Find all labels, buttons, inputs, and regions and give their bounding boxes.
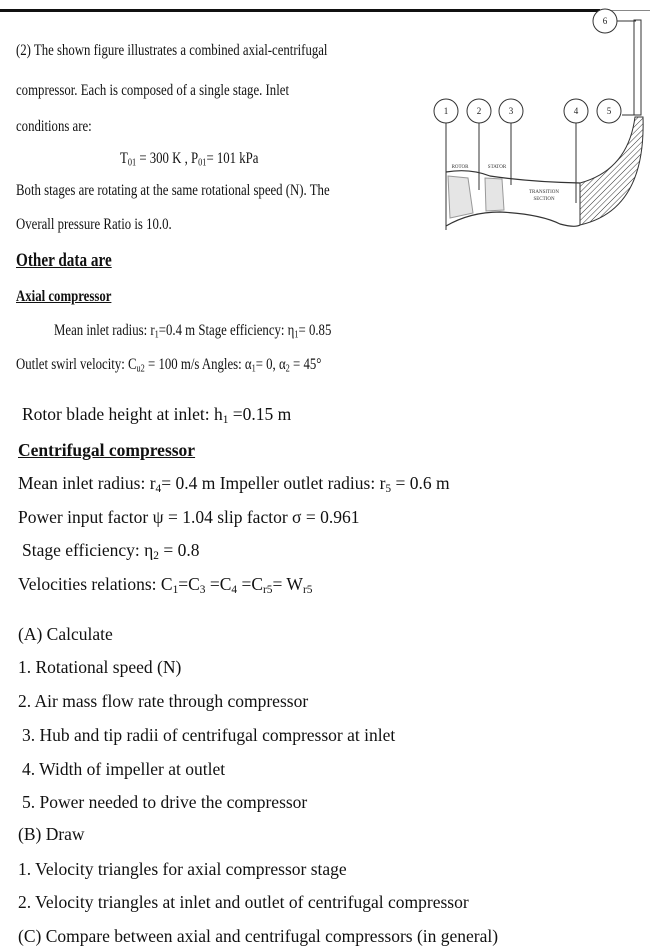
text-segment: Centrifugal compressor <box>18 440 196 460</box>
text-segment: Stage efficiency: η <box>22 540 154 560</box>
subscript: 1 <box>222 413 229 426</box>
text-line <box>18 507 359 528</box>
text-segment: = W <box>272 574 303 594</box>
text-segment: Other data are <box>16 250 112 271</box>
subscript: 01 <box>127 157 137 169</box>
text-line <box>22 725 395 746</box>
text-line <box>18 473 450 495</box>
text-segment: 2. Velocity triangles at inlet and outlet of centrifugal compressor <box>18 892 469 912</box>
station-label-5: 5 <box>606 106 612 116</box>
text-segment: Outlet swirl velocity: C <box>16 356 137 373</box>
text-segment: = 0.6 m <box>391 473 450 493</box>
text-line <box>18 892 469 913</box>
text-line <box>16 182 330 200</box>
subscript: r5 <box>263 583 273 596</box>
rotor-blade <box>448 176 473 218</box>
station-label-2: 2 <box>476 106 482 116</box>
text-segment: = 100 m/s Angles: α <box>144 356 252 373</box>
text-segment: Mean inlet radius: r <box>18 473 156 493</box>
text-segment: = 101 kPa <box>206 150 259 167</box>
text-line <box>54 322 331 341</box>
subscript: 1 <box>294 329 299 341</box>
transition-label-2: SECTION <box>533 197 555 202</box>
text-segment: Velocities relations: C <box>18 574 173 594</box>
text-segment: (2) The shown figure illustrates a combined axial-centrifugal <box>16 42 328 59</box>
station-markers <box>434 9 621 123</box>
text-segment: 2. Air mass flow rate through compressor <box>18 691 309 711</box>
text-line <box>22 404 291 426</box>
text-line <box>22 792 307 813</box>
station-label-6: 6 <box>602 16 608 26</box>
text-segment: Rotor blade height at inlet: h <box>22 404 223 424</box>
impeller-hatch <box>580 117 643 225</box>
text-segment: compressor. Each is composed of a single stage. Inlet <box>16 82 289 99</box>
text-segment: 4. Width of impeller at outlet <box>22 759 226 779</box>
text-line <box>18 440 195 461</box>
text-line <box>18 574 312 596</box>
subscript: 5 <box>385 482 392 495</box>
stator-blade <box>485 178 504 211</box>
text-segment: conditions are: <box>16 118 92 135</box>
text-segment: Mean inlet radius: r <box>54 322 155 339</box>
diffuser-passage <box>634 20 641 115</box>
text-segment: 5. Power needed to drive the compressor <box>22 792 308 812</box>
text-line <box>16 288 111 306</box>
subscript: 1 <box>154 329 159 341</box>
text-segment: 1. Rotational speed (N) <box>18 657 182 677</box>
text-line <box>18 926 498 947</box>
text-segment: = 0.4 m Impeller outlet radius: r <box>161 473 386 493</box>
text-line <box>16 118 92 136</box>
text-segment: = 0.85 <box>298 322 332 339</box>
text-segment: T <box>120 150 128 167</box>
subscript: r5 <box>302 583 313 596</box>
text-segment: =C <box>205 574 232 594</box>
subscript: u2 <box>136 363 145 375</box>
text-segment: Overall pressure Ratio is 10.0. <box>16 216 172 233</box>
text-segment: Both stages are rotating at the same rotational speed (N). The <box>16 182 330 199</box>
subscript: 3 <box>199 583 206 596</box>
text-line <box>120 150 258 169</box>
stator-label: STATOR <box>487 165 507 170</box>
subscript: 01 <box>198 157 207 169</box>
text-segment: (A) Calculate <box>18 624 113 644</box>
text-line <box>18 859 347 880</box>
text-segment: = 300 K , P <box>136 150 199 167</box>
station-label-3: 3 <box>508 106 514 116</box>
text-line <box>18 691 308 712</box>
text-segment: Power input factor ψ = 1.04 slip factor σ = 0.961 <box>18 507 360 527</box>
text-line <box>16 42 327 60</box>
subscript: 1 <box>172 583 179 596</box>
text-line <box>22 540 199 562</box>
text-segment: 3. Hub and tip radii of centrifugal compressor at inlet <box>22 725 396 745</box>
compressor-diagram <box>410 0 651 240</box>
subscript: 4 <box>231 583 238 596</box>
text-line <box>16 250 112 272</box>
text-segment: 1. Velocity triangles for axial compressor stage <box>18 859 347 879</box>
text-segment: = 0.8 <box>158 540 200 560</box>
text-line <box>16 82 289 100</box>
text-line <box>18 824 85 845</box>
text-line <box>22 759 225 780</box>
text-segment: =0.15 m <box>228 404 292 424</box>
text-segment: =C <box>178 574 200 594</box>
text-line <box>18 624 113 645</box>
station-label-1: 1 <box>443 106 449 116</box>
text-segment: (C) Compare between axial and centrifugal compressors (in general) <box>18 926 499 946</box>
text-segment: Axial compressor <box>16 288 112 305</box>
rotor-label: ROTOR <box>451 165 469 170</box>
subscript: 4 <box>155 482 162 495</box>
text-segment: (B) Draw <box>18 824 85 844</box>
subscript: 1 <box>251 363 256 375</box>
text-segment: = 0, α <box>255 356 286 373</box>
subscript: 2 <box>285 363 290 375</box>
text-line <box>16 356 321 375</box>
subscript: 2 <box>153 549 159 562</box>
station-label-4: 4 <box>573 106 579 116</box>
text-segment: = 45° <box>289 356 322 373</box>
text-line <box>18 657 181 678</box>
text-segment: =0.4 m Stage efficiency: η <box>158 322 295 339</box>
text-segment: =C <box>237 574 264 594</box>
transition-label-1: TRANSITION <box>529 190 559 195</box>
text-line <box>16 216 172 234</box>
